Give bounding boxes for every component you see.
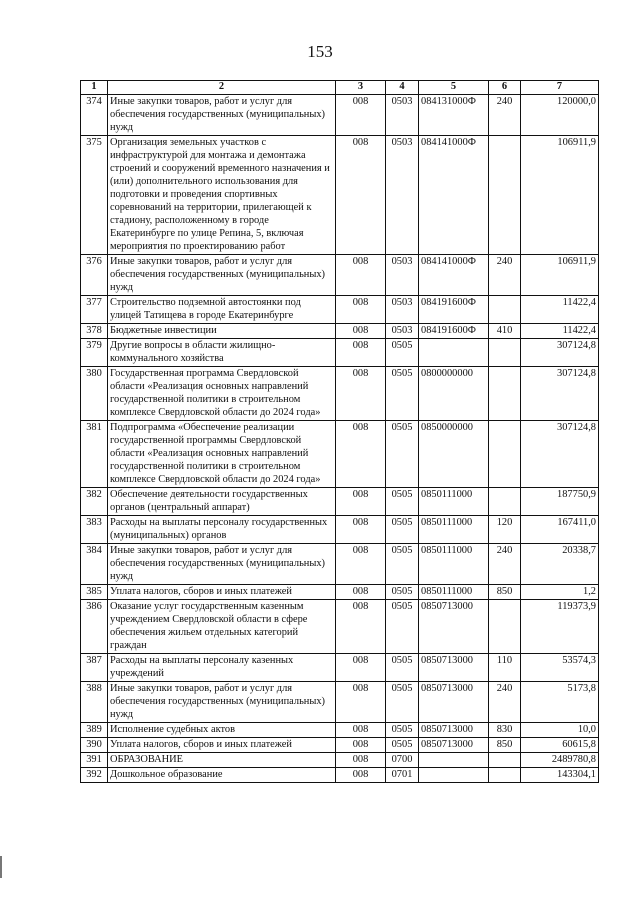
- row-ministry-code: 008: [336, 421, 386, 488]
- row-name: Подпрограмма «Обеспечение реализации государственной программы Свердловской области «Реализация основных направлений государственной политики в строительном комплексе Свердловской области до 2024 года»: [108, 421, 336, 488]
- row-amount: 5173,8: [521, 682, 599, 723]
- row-number: 374: [81, 95, 108, 136]
- row-number: 380: [81, 367, 108, 421]
- row-ministry-code: 008: [336, 600, 386, 654]
- row-number: 389: [81, 723, 108, 738]
- table-row: [81, 339, 599, 367]
- row-section-code: 0505: [386, 516, 419, 544]
- row-number: 385: [81, 585, 108, 600]
- table-row: [81, 367, 599, 421]
- row-section-code: 0505: [386, 544, 419, 585]
- header-col-1: 1: [81, 81, 108, 95]
- row-target-code: 0850713000: [419, 738, 489, 753]
- row-section-code: 0505: [386, 367, 419, 421]
- row-amount: 11422,4: [521, 324, 599, 339]
- row-amount: 143304,1: [521, 768, 599, 783]
- row-expense-type: 240: [489, 255, 521, 296]
- row-expense-type: [489, 488, 521, 516]
- row-number: 383: [81, 516, 108, 544]
- row-section-code: 0503: [386, 296, 419, 324]
- row-amount: 167411,0: [521, 516, 599, 544]
- row-ministry-code: 008: [336, 136, 386, 255]
- row-ministry-code: 008: [336, 738, 386, 753]
- row-name: Уплата налогов, сборов и иных платежей: [108, 738, 336, 753]
- table-row: [81, 95, 599, 136]
- row-target-code: 0850713000: [419, 682, 489, 723]
- row-target-code: 0850111000: [419, 585, 489, 600]
- row-expense-type: 240: [489, 682, 521, 723]
- table-row: [81, 488, 599, 516]
- table-row: [81, 738, 599, 753]
- row-expense-type: [489, 367, 521, 421]
- row-target-code: 084141000Ф: [419, 136, 489, 255]
- row-ministry-code: 008: [336, 488, 386, 516]
- row-number: 379: [81, 339, 108, 367]
- row-amount: 20338,7: [521, 544, 599, 585]
- row-expense-type: [489, 600, 521, 654]
- header-col-5: 5: [419, 81, 489, 95]
- row-ministry-code: 008: [336, 585, 386, 600]
- row-name: Бюджетные инвестиции: [108, 324, 336, 339]
- row-number: 388: [81, 682, 108, 723]
- row-name: Иные закупки товаров, работ и услуг для обеспечения государственных (муниципальных) нужд: [108, 682, 336, 723]
- row-expense-type: 110: [489, 654, 521, 682]
- scan-edge-mark: [0, 856, 2, 878]
- header-col-2: 2: [108, 81, 336, 95]
- row-ministry-code: 008: [336, 296, 386, 324]
- row-expense-type: 850: [489, 585, 521, 600]
- row-name: Иные закупки товаров, работ и услуг для обеспечения государственных (муниципальных) нужд: [108, 544, 336, 585]
- row-name: ОБРАЗОВАНИЕ: [108, 753, 336, 768]
- row-name: Дошкольное образование: [108, 768, 336, 783]
- row-expense-type: [489, 136, 521, 255]
- row-name: Обеспечение деятельности государственных органов (центральный аппарат): [108, 488, 336, 516]
- row-number: 387: [81, 654, 108, 682]
- row-expense-type: 120: [489, 516, 521, 544]
- row-amount: 119373,9: [521, 600, 599, 654]
- table-row: [81, 421, 599, 488]
- row-amount: 1,2: [521, 585, 599, 600]
- row-amount: 2489780,8: [521, 753, 599, 768]
- table-row: [81, 600, 599, 654]
- row-number: 392: [81, 768, 108, 783]
- row-amount: 120000,0: [521, 95, 599, 136]
- row-target-code: 0850000000: [419, 421, 489, 488]
- row-expense-type: 410: [489, 324, 521, 339]
- header-col-3: 3: [336, 81, 386, 95]
- row-number: 382: [81, 488, 108, 516]
- row-section-code: 0503: [386, 136, 419, 255]
- row-ministry-code: 008: [336, 544, 386, 585]
- row-amount: 60615,8: [521, 738, 599, 753]
- row-target-code: 0850111000: [419, 544, 489, 585]
- row-ministry-code: 008: [336, 255, 386, 296]
- row-number: 378: [81, 324, 108, 339]
- row-target-code: 084191600Ф: [419, 324, 489, 339]
- row-target-code: 084191600Ф: [419, 296, 489, 324]
- row-expense-type: [489, 339, 521, 367]
- row-amount: 106911,9: [521, 255, 599, 296]
- row-name: Оказание услуг государственным казенным учреждением Свердловской области в сфере обеспечения жильем отдельных категорий граждан: [108, 600, 336, 654]
- row-amount: 307124,8: [521, 367, 599, 421]
- row-section-code: 0505: [386, 723, 419, 738]
- row-ministry-code: 008: [336, 723, 386, 738]
- row-section-code: 0505: [386, 682, 419, 723]
- row-amount: 307124,8: [521, 421, 599, 488]
- table-row: [81, 296, 599, 324]
- header-col-7: 7: [521, 81, 599, 95]
- row-section-code: 0505: [386, 488, 419, 516]
- row-expense-type: 830: [489, 723, 521, 738]
- row-ministry-code: 008: [336, 753, 386, 768]
- row-target-code: 0850713000: [419, 600, 489, 654]
- row-section-code: 0505: [386, 738, 419, 753]
- row-section-code: 0503: [386, 95, 419, 136]
- row-target-code: 0850111000: [419, 516, 489, 544]
- table-row: [81, 682, 599, 723]
- table-body: [81, 95, 599, 783]
- row-name: Организация земельных участков с инфраструктурой для монтажа и демонтажа строений и сооружений временного назначения и (или) дополнительного использования для подготовки и проведения спортивных соревнований на территории, прилегающей к стадиону, расположенному в городе Екатеринбурге по улице Репина, 5, включая мероприятия по проектированию работ: [108, 136, 336, 255]
- row-name: Расходы на выплаты персоналу казенных учреждений: [108, 654, 336, 682]
- table-row: [81, 585, 599, 600]
- row-ministry-code: 008: [336, 367, 386, 421]
- table-row: [81, 324, 599, 339]
- row-number: 384: [81, 544, 108, 585]
- row-name: Расходы на выплаты персоналу государственных (муниципальных) органов: [108, 516, 336, 544]
- row-name: Исполнение судебных актов: [108, 723, 336, 738]
- row-section-code: 0505: [386, 600, 419, 654]
- row-expense-type: 240: [489, 95, 521, 136]
- row-number: 375: [81, 136, 108, 255]
- row-number: 376: [81, 255, 108, 296]
- row-target-code: [419, 753, 489, 768]
- row-name: Уплата налогов, сборов и иных платежей: [108, 585, 336, 600]
- table-row: [81, 654, 599, 682]
- row-amount: 187750,9: [521, 488, 599, 516]
- row-ministry-code: 008: [336, 339, 386, 367]
- row-ministry-code: 008: [336, 682, 386, 723]
- page-number: 153: [307, 42, 333, 61]
- row-amount: 10,0: [521, 723, 599, 738]
- table-row: [81, 136, 599, 255]
- table-row: [81, 255, 599, 296]
- row-expense-type: [489, 753, 521, 768]
- row-expense-type: [489, 768, 521, 783]
- header-col-6: 6: [489, 81, 521, 95]
- row-number: 377: [81, 296, 108, 324]
- row-expense-type: 850: [489, 738, 521, 753]
- row-section-code: 0700: [386, 753, 419, 768]
- row-amount: 106911,9: [521, 136, 599, 255]
- row-section-code: 0505: [386, 654, 419, 682]
- budget-table: [80, 80, 599, 783]
- row-target-code: 084131000Ф: [419, 95, 489, 136]
- row-number: 386: [81, 600, 108, 654]
- row-section-code: 0505: [386, 339, 419, 367]
- row-target-code: [419, 768, 489, 783]
- row-name: Государственная программа Свердловской области «Реализация основных направлений государственной политики в строительном комплексе Свердловской области до 2024 года»: [108, 367, 336, 421]
- row-ministry-code: 008: [336, 654, 386, 682]
- row-name: Иные закупки товаров, работ и услуг для обеспечения государственных (муниципальных) нужд: [108, 255, 336, 296]
- row-section-code: 0701: [386, 768, 419, 783]
- row-target-code: 0850713000: [419, 654, 489, 682]
- table-row: [81, 544, 599, 585]
- row-number: 391: [81, 753, 108, 768]
- row-name: Иные закупки товаров, работ и услуг для обеспечения государственных (муниципальных) нужд: [108, 95, 336, 136]
- row-ministry-code: 008: [336, 768, 386, 783]
- row-name: Строительство подземной автостоянки под улицей Татищева в городе Екатеринбурге: [108, 296, 336, 324]
- table-row: [81, 768, 599, 783]
- row-target-code: 0800000000: [419, 367, 489, 421]
- row-number: 381: [81, 421, 108, 488]
- row-expense-type: 240: [489, 544, 521, 585]
- row-amount: 307124,8: [521, 339, 599, 367]
- table-row: [81, 516, 599, 544]
- row-section-code: 0503: [386, 255, 419, 296]
- row-target-code: 084141000Ф: [419, 255, 489, 296]
- row-target-code: [419, 339, 489, 367]
- row-ministry-code: 008: [336, 324, 386, 339]
- row-ministry-code: 008: [336, 95, 386, 136]
- header-col-4: 4: [386, 81, 419, 95]
- row-ministry-code: 008: [336, 516, 386, 544]
- row-expense-type: [489, 296, 521, 324]
- table-row: [81, 753, 599, 768]
- row-target-code: 0850111000: [419, 488, 489, 516]
- row-number: 390: [81, 738, 108, 753]
- row-section-code: 0505: [386, 421, 419, 488]
- row-target-code: 0850713000: [419, 723, 489, 738]
- row-expense-type: [489, 421, 521, 488]
- row-name: Другие вопросы в области жилищно-коммунального хозяйства: [108, 339, 336, 367]
- row-section-code: 0503: [386, 324, 419, 339]
- row-section-code: 0505: [386, 585, 419, 600]
- row-amount: 53574,3: [521, 654, 599, 682]
- table-row: [81, 723, 599, 738]
- row-amount: 11422,4: [521, 296, 599, 324]
- header-row: [81, 81, 599, 95]
